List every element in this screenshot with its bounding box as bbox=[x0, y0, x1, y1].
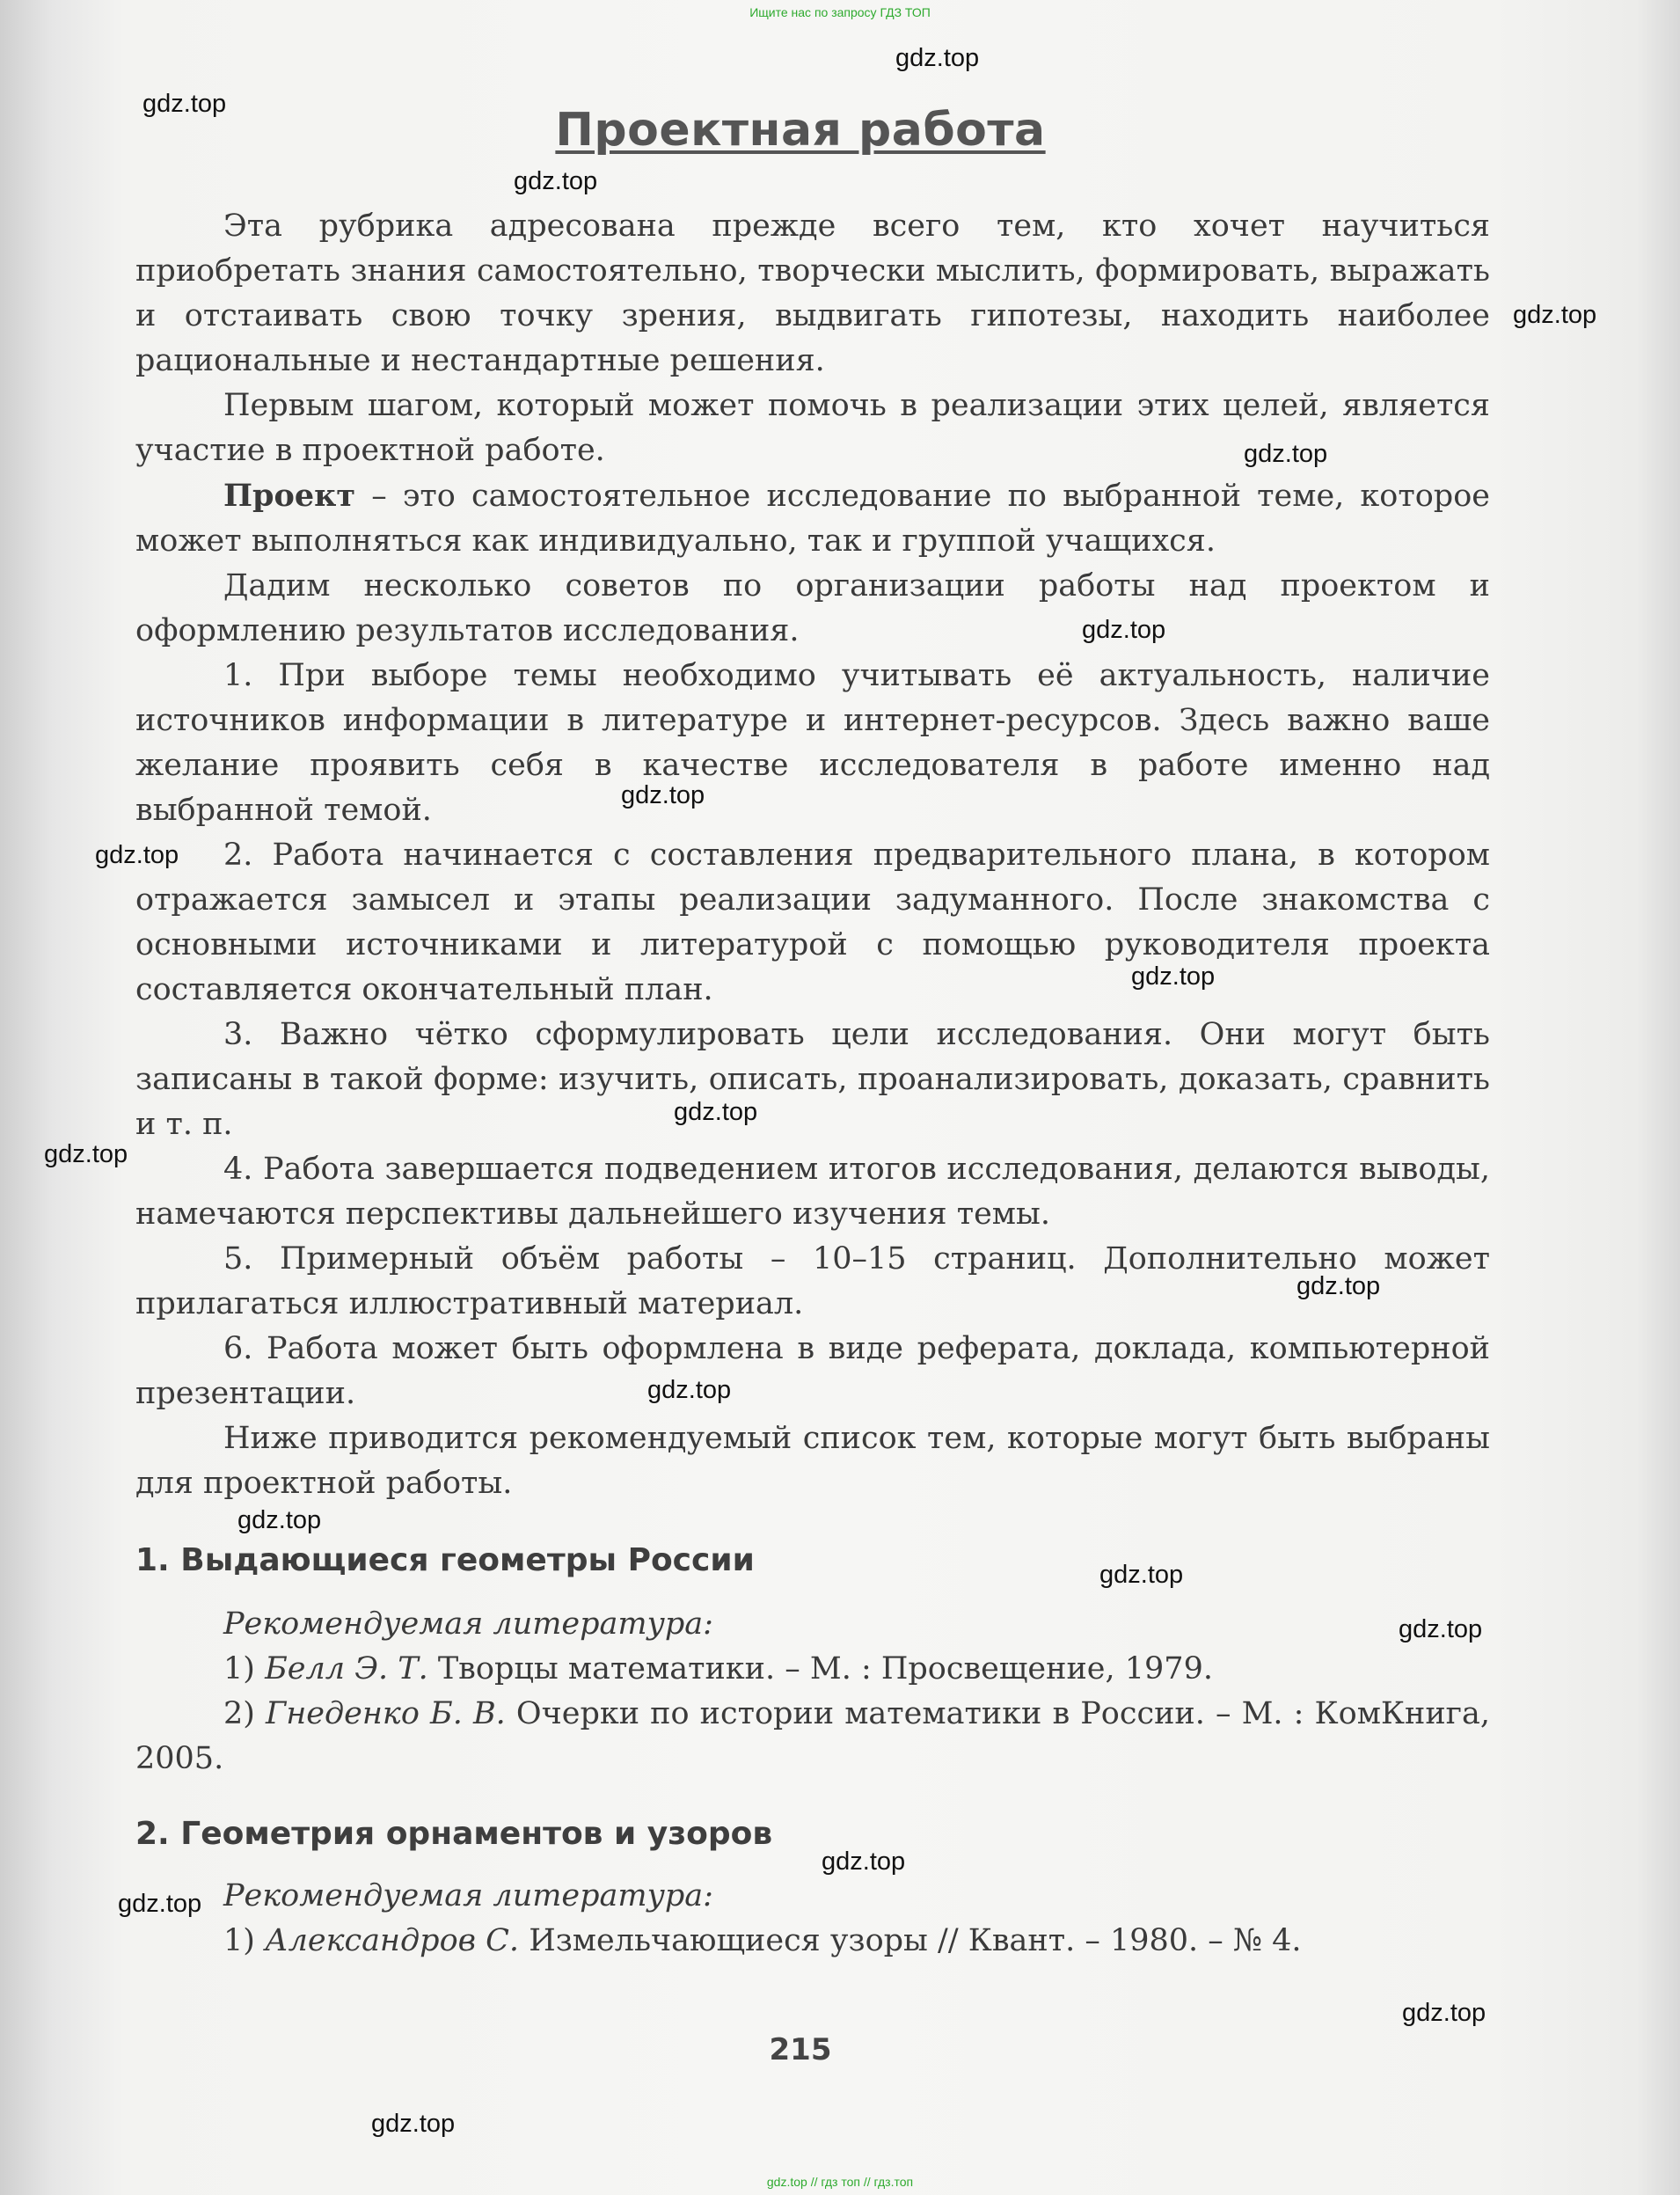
intro-paragraph-2: Первым шагом, который может помочь в реализации этих целей, является участие в проектной работе. bbox=[135, 388, 1490, 468]
reference-author: Гнеденко Б. В. bbox=[266, 1696, 506, 1731]
reference-number: 1) bbox=[223, 1651, 266, 1686]
advice-item: 2. Работа начинается с составления предварительного плана, в котором отражается замысел и этапы реализации задуманного. После знакомства с основными источниками и литературой с помощью руководителя проекта составляется окончательный план. bbox=[135, 838, 1490, 1007]
reference-item bbox=[135, 1692, 1490, 1782]
advice-intro: Дадим несколько советов по организации работы над проектом и оформлению результатов исследования. bbox=[135, 568, 1490, 648]
footer-links[interactable]: gdz.top // гдз топ // гдз.топ bbox=[766, 2175, 914, 2189]
section-title-1: 1. Выдающиеся геометры России bbox=[135, 1542, 755, 1578]
advice-item: 1. При выборе темы необходимо учитывать её актуальность, наличие источников информации в литературе и интернет-ресурсов. Здесь важно ваше желание проявить себя в качестве исследователя в работе именно над выбранной темой. bbox=[135, 658, 1490, 828]
watermark: gdz.top bbox=[647, 1376, 732, 1404]
reference-item bbox=[135, 1919, 1490, 1964]
watermark: gdz.top bbox=[237, 1506, 322, 1534]
advice-item: 6. Работа может быть оформлена в виде реферата, доклада, компьютерной презентации. bbox=[135, 1331, 1490, 1411]
advice-item: 3. Важно чётко сформулировать цели исследования. Они могут быть записаны в такой форме: изучить, описать, проанализировать, доказать, сравнить и т. п. bbox=[135, 1017, 1490, 1142]
topics-intro: Ниже приводится рекомендуемый список тем, которые могут быть выбраны для проектной работы. bbox=[135, 1421, 1490, 1501]
reference-text: Творцы математики. – М. : Просвещение, 1979. bbox=[427, 1651, 1213, 1686]
page-title: Проектная работа bbox=[555, 104, 1046, 157]
reference-text: Измельчающиеся узоры // Квант. – 1980. – № 4. bbox=[519, 1923, 1302, 1958]
watermark: gdz.top bbox=[1297, 1272, 1381, 1300]
watermark: gdz.top bbox=[514, 167, 598, 195]
watermark: gdz.top bbox=[95, 841, 179, 869]
watermark: gdz.top bbox=[895, 44, 980, 72]
project-definition bbox=[135, 473, 1490, 564]
watermark: gdz.top bbox=[1399, 1615, 1483, 1643]
watermark: gdz.top bbox=[1402, 1999, 1486, 2027]
reference-number: 2) bbox=[223, 1696, 267, 1731]
watermark: gdz.top bbox=[1513, 301, 1597, 329]
watermark: gdz.top bbox=[371, 2110, 456, 2138]
watermark: gdz.top bbox=[621, 781, 705, 809]
section-title-2: 2. Геометрия орнаментов и узоров bbox=[135, 1816, 773, 1852]
watermark: gdz.top bbox=[1131, 962, 1216, 991]
page-number: 215 bbox=[769, 2032, 832, 2067]
watermark: gdz.top bbox=[1099, 1561, 1184, 1589]
watermark: gdz.top bbox=[118, 1890, 202, 1918]
watermark: gdz.top bbox=[674, 1098, 758, 1126]
reference-item bbox=[135, 1647, 1490, 1692]
watermark: gdz.top bbox=[44, 1140, 128, 1168]
literature-label-1: Рекомендуемая литература: bbox=[223, 1606, 713, 1642]
reference-number: 1) bbox=[223, 1923, 266, 1958]
watermark: gdz.top bbox=[822, 1847, 906, 1876]
advice-item: 5. Примерный объём работы – 10–15 страниц. Дополнительно может прилагаться иллюстративный материал. bbox=[135, 1241, 1490, 1321]
literature-label-2: Рекомендуемая литература: bbox=[223, 1878, 713, 1913]
watermark: gdz.top bbox=[1082, 616, 1166, 644]
project-definition-text: – это самостоятельное исследование по выбранной теме, которое может выполняться как индивидуально, так и группой учащихся. bbox=[135, 479, 1490, 559]
project-term: Проект bbox=[223, 478, 356, 514]
search-hint-link[interactable]: Ищите нас по запросу ГДЗ ТОП bbox=[749, 5, 931, 19]
advice-item: 4. Работа завершается подведением итогов исследования, делаются выводы, намечаются перспективы дальнейшего изучения темы. bbox=[135, 1152, 1490, 1232]
reference-text: Очерки по истории математики в России. – М. : КомКнига, 2005. bbox=[135, 1696, 1490, 1776]
reference-author: Александров С. bbox=[265, 1923, 520, 1958]
reference-author: Белл Э. Т. bbox=[265, 1651, 428, 1686]
watermark: gdz.top bbox=[142, 90, 227, 118]
watermark: gdz.top bbox=[1244, 440, 1328, 468]
intro-paragraph-1: Эта рубрика адресована прежде всего тем, кто хочет научиться приобретать знания самостоятельно, творчески мыслить, формировать, выражать и отстаивать свою точку зрения, выдвигать гипотезы, находить наиболее рациональные и нестандартные решения. bbox=[135, 209, 1490, 378]
